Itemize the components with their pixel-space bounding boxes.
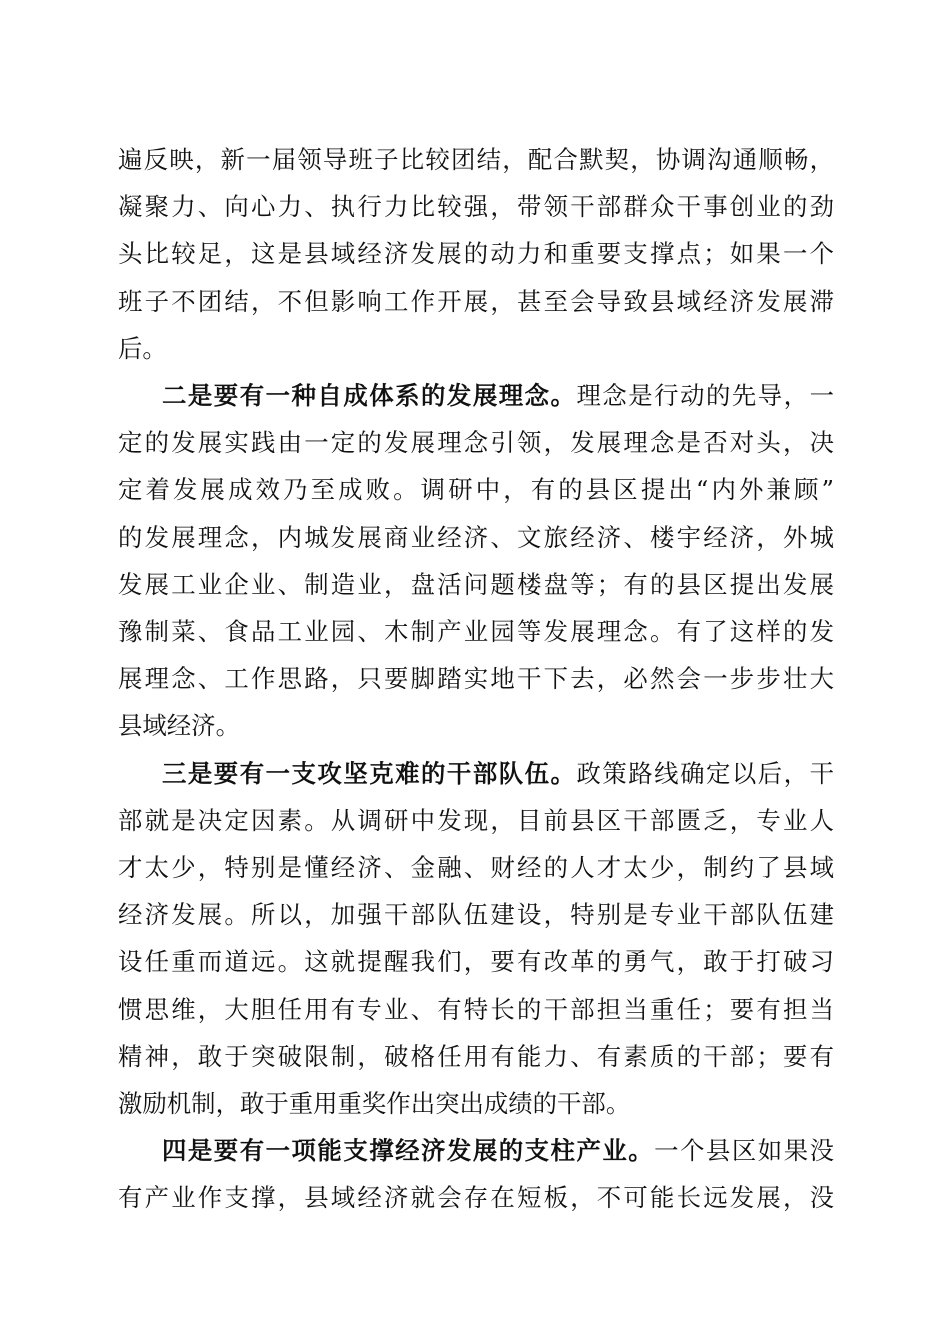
text-line: 惯思维，大胆任用有专业、有特长的干部担当重任；要有担当 [118, 994, 834, 1024]
text-line: 设任重而道远。这就提醒我们，要有改革的勇气，敢于打破习 [118, 947, 834, 977]
text-line: 定着发展成效乃至成败。调研中，有的县区提出“内外兼顾” [118, 475, 834, 505]
paragraph-3 [118, 750, 834, 1128]
text-line: 部就是决定因素。从调研中发现，目前县区干部匮乏，专业人 [118, 805, 834, 835]
text-line: 遍反映，新一届领导班子比较团结，配合默契，协调沟通顺畅， [118, 145, 834, 174]
text-line: 的发展理念，内城发展商业经济、文旅经济、楼宇经济，外城 [118, 522, 834, 552]
paragraph-4 [118, 1127, 834, 1221]
text-line: 激励机制，敢于重用重奖作出突出成绩的干部。 [118, 1089, 631, 1119]
text-line: 精神，敢于突破限制，破格任用有能力、有素质的干部；要有 [118, 1041, 834, 1071]
text-line: 定的发展实践由一定的发展理念引领，发展理念是否对头，决 [118, 428, 834, 458]
document-page [118, 136, 834, 1222]
paragraph-text: 理念是行动的先导，一 [576, 381, 834, 411]
text-line: 有产业作支撑，县域经济就会存在短板，不可能长远发展，没 [118, 1183, 834, 1213]
text-line [118, 750, 834, 797]
text-line: 才太少，特别是懂经济、金融、财经的人才太少，制约了县域 [118, 853, 834, 883]
text-line: 凝聚力、向心力、执行力比较强，带领干部群众干事创业的劲 [118, 192, 834, 222]
text-line: 后。 [118, 333, 167, 363]
text-line: 头比较足，这是县域经济发展的动力和重要支撑点；如果一个 [118, 239, 834, 269]
text-line: 经济发展。所以，加强干部队伍建设，特别是专业干部队伍建 [118, 900, 834, 930]
paragraph-1 [118, 136, 834, 372]
paragraph-text: 一个县区如果没 [654, 1136, 834, 1166]
text-line: 发展工业企业、制造业，盘活问题楼盘等；有的县区提出发展 [118, 569, 834, 599]
paragraph-lead-heading: 三是要有一支攻坚克难的干部队伍。 [162, 758, 577, 788]
paragraph-lead-heading: 四是要有一项能支撑经济发展的支柱产业。 [162, 1136, 655, 1166]
text-line [118, 372, 834, 419]
text-line: 豫制菜、食品工业园、木制产业园等发展理念。有了这样的发 [118, 617, 834, 647]
paragraph-text: 政策路线确定以后，干 [576, 758, 834, 788]
paragraph-2 [118, 372, 834, 750]
text-line [118, 1127, 834, 1174]
text-line: 县域经济。 [118, 711, 240, 741]
paragraph-lead-heading: 二是要有一种自成体系的发展理念。 [162, 381, 577, 411]
text-line: 班子不团结，不但影响工作开展，甚至会导致县域经济发展滞 [118, 286, 834, 316]
text-line: 展理念、工作思路，只要脚踏实地干下去，必然会一步步壮大 [118, 664, 834, 694]
